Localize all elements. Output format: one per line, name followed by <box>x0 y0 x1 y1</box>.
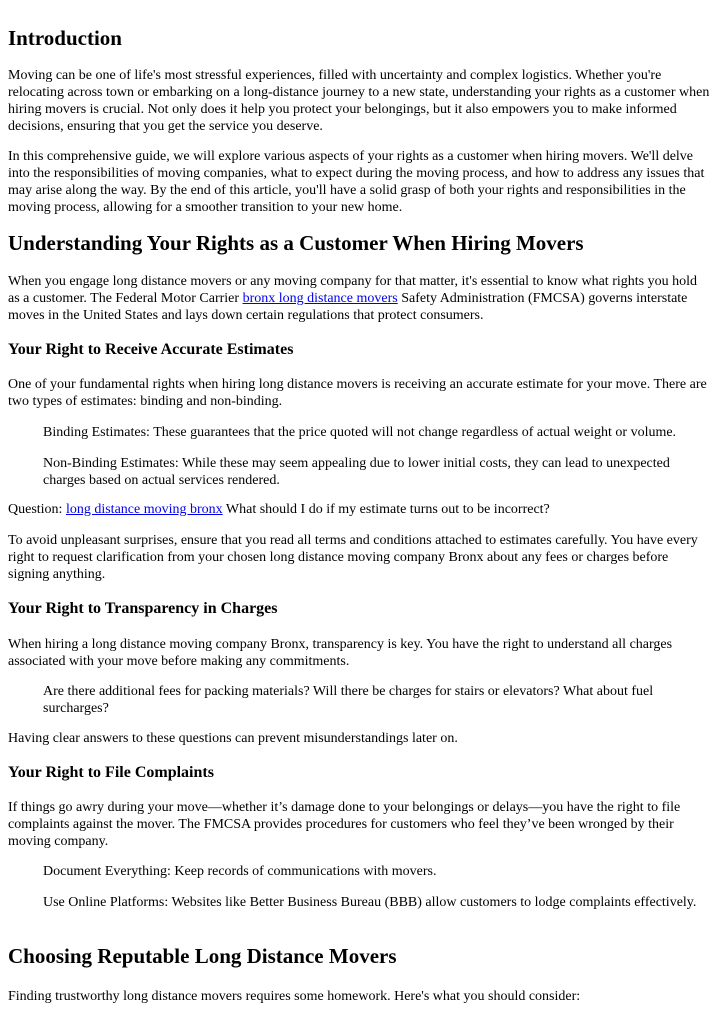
heading-choosing-movers: Choosing Reputable Long Distance Movers <box>8 944 397 968</box>
list-item-online-platforms: Use Online Platforms: Websites like Better Business Bureau (BBB) allow customers to lodge complaints effectively. <box>43 895 697 910</box>
question-text: What should I do if my estimate turns out to be incorrect? <box>222 502 550 517</box>
paragraph-question <box>8 501 712 518</box>
paragraph-choosing-1: Finding trustworthy long distance movers requires some homework. Here's what you should consider: <box>8 989 581 1004</box>
heading-understanding-rights: Understanding Your Rights as a Customer When Hiring Movers <box>8 231 584 255</box>
paragraph-estimates-1: One of your fundamental rights when hiring long distance movers is receiving an accurate estimate for your move. There are two types of estimates: binding and non-binding. <box>8 377 707 409</box>
paragraph-transparency-2: Having clear answers to these questions can prevent misunderstandings later on. <box>8 731 458 746</box>
question-label: Question: <box>8 502 66 517</box>
link-long-distance-moving-bronx[interactable]: long distance moving bronx <box>65 502 223 517</box>
heading-introduction: Introduction <box>8 26 122 50</box>
list-item-nonbinding-estimates: Non-Binding Estimates: While these may seem appealing due to lower initial costs, they can lead to unexpected charges based on actual services rendered. <box>43 456 670 488</box>
list-item-transparency-questions: Are there additional fees for packing materials? Will there be charges for stairs or elevators? What about fuel surcharges? <box>43 684 654 716</box>
rights-text-before: When you engage long distance movers or any moving company for that matter, it's essential to know what rights you hold as a customer. The Federal Motor Carrier <box>8 274 697 306</box>
paragraph-transparency-1: When hiring a long distance moving company Bronx, transparency is key. You have the right to understand all charges associated with your move before making any commitments. <box>8 637 673 669</box>
heading-transparency: Your Right to Transparency in Charges <box>8 600 278 617</box>
heading-file-complaints: Your Right to File Complaints <box>8 764 214 781</box>
paragraph-complaints-1: If things go awry during your move—whether it’s damage done to your belongings or delays—you have the right to file complaints against the mover. The FMCSA provides procedures for customers who feel they’ve been wronged by their moving company. <box>8 800 681 849</box>
list-item-binding-estimates: Binding Estimates: These guarantees that the price quoted will not change regardless of actual weight or volume. <box>43 425 677 440</box>
paragraph-intro-2: In this comprehensive guide, we will explore various aspects of your rights as a customer when hiring movers. We'll delve into the responsibilities of moving companies, what to expect during the moving process, and how to address any issues that may arise along the way. By the end of this article, you'll have a solid grasp of both your rights and responsibilities in the moving process, allowing for a smoother transition to your new home. <box>8 149 705 215</box>
paragraph-intro-1: Moving can be one of life's most stressful experiences, filled with uncertainty and complex logistics. Whether you're relocating across town or embarking on a long-distance journey to a new state, understanding your rights as a customer when hiring movers is crucial. Not only does it help you protect your belongings, but it also empowers you to make informed decisions, ensuring that you get the service you deserve. <box>8 68 710 134</box>
heading-accurate-estimates: Your Right to Receive Accurate Estimates <box>8 341 294 358</box>
link-bronx-long-distance-movers[interactable]: bronx long distance movers <box>242 291 398 306</box>
rights-text-after: Safety Administration (FMCSA) governs interstate moves in the United States and lays down certain regulations that protect consumers. <box>8 291 688 323</box>
list-item-document-everything: Document Everything: Keep records of communications with movers. <box>43 864 437 879</box>
paragraph-estimates-2: To avoid unpleasant surprises, ensure that you read all terms and conditions attached to estimates carefully. You have every right to request clarification from your chosen long distance moving company Bronx about any fees or charges before signing anything. <box>8 533 698 582</box>
paragraph-rights-1 <box>8 273 712 324</box>
